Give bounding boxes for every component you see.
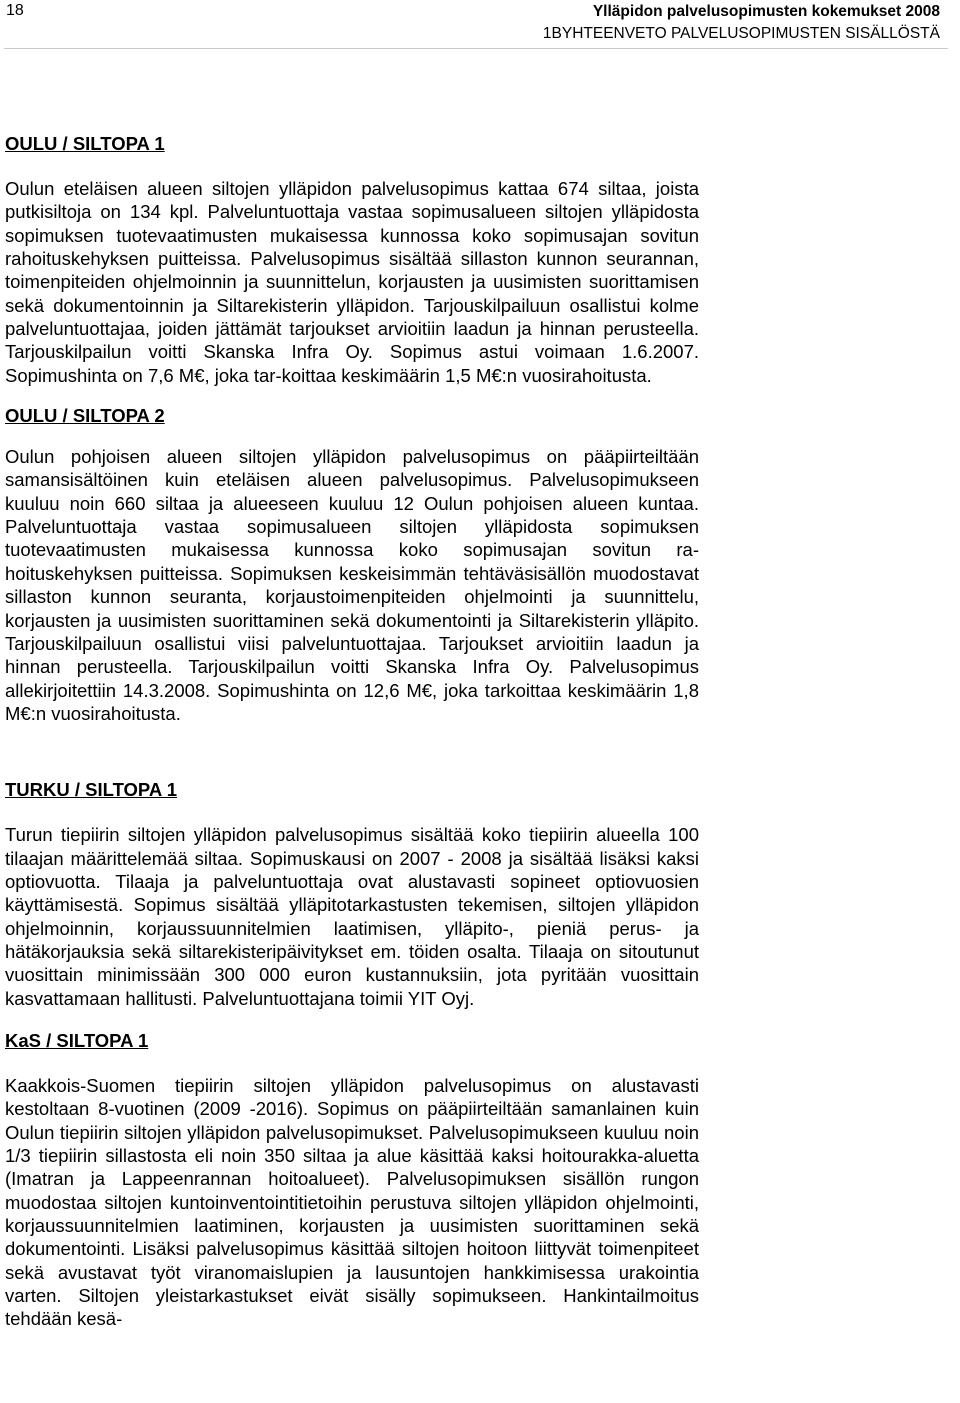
running-header	[543, 1, 940, 45]
section-heading: OULU / SILTOPA 2	[5, 405, 165, 427]
section-paragraph: Turun tiepiirin siltojen ylläpidon palvelusopimus sisältää koko tiepiirin alueella 100 tilaajan määrittelemää siltaa. Sopimuskausi on 2007 - 2008 ja sisältää lisäksi kaksi optiovuotta. Tilaaja ja palveluntuottaja ovat alustavasti sopineet optiovuosien käyttämisestä. Sopimus sisältää ylläpitotarkastusten tekemisen, siltojen ylläpidon ohjelmoinnin, korjaussuunnitelmien laatimisen, ylläpito-, pieniä perus- ja hätäkorjauksia sekä siltarekisteripäivitykset em. töiden osalta. Tilaaja on sitoutunut vuosittain minimissään 300 000 euron kustannuksiin, jota pyritään vuosittain kasvattamaan hallitusti. Palveluntuottajana toimii YIT Oyj.	[5, 824, 699, 1009]
section-oulu-siltopa-1	[5, 131, 699, 387]
section-heading: OULU / SILTOPA 1	[5, 133, 165, 154]
section-paragraph: Oulun eteläisen alueen siltojen ylläpidon palvelusopimus kattaa 674 siltaa, joista putkisiltoja on 134 kpl. Palveluntuottaja vastaa sopimusalueen siltojen ylläpidosta sopimuksen tuotevaatimusten mukaisessa kunnossa koko sopimusajan sovitun rahoituskehyksen puitteissa. Palvelusopimus sisältää sillaston kunnon seurannan, toimenpiteiden ohjelmoinnin ja suunnittelun, korjausten ja uusimisten suorittamisen sekä dokumentoinnin ja Siltarekisterin ylläpidon. Tarjouskilpailuun osallistui kolme palveluntuottajaa, joiden jättämät tarjoukset arvioitiin laadun ja hinnan perusteella. Tarjouskilpailun voitti Skanska Infra Oy. Sopimus astui voimaan 1.6.2007. Sopimushinta on 7,6 M€, joka tar-koittaa keskimäärin 1,5 M€:n vuosirahoitusta.	[5, 178, 699, 386]
section-turku-siltopa-1	[5, 777, 699, 1010]
section-heading: TURKU / SILTOPA 1	[5, 779, 177, 801]
chapter-title: 1BYHTEENVETO PALVELUSOPIMUSTEN SISÄLLÖSTÄ	[542, 25, 940, 42]
section-heading: KaS / SILTOPA 1	[5, 1029, 149, 1051]
page-number: 18	[6, 2, 24, 19]
page-header	[4, 0, 948, 49]
section-paragraph: Oulun pohjoisen alueen siltojen ylläpidon palvelusopimus on pääpiirteiltään samansisältöinen kuin eteläisen alueen palvelusopimus. Palvelusopimukseen kuuluu noin 660 siltaa ja alueeseen kuuluu 12 Oulun pohjoisen alueen kuntaa. Palveluntuottaja vastaa sopimusalueen siltojen ylläpidosta sopimuksen tuotevaatimusten mukaisessa kunnossa koko sopimusajan sovitun rahoituskehyksen puitteissa. Sopimuksen keskeisimmän tehtäväsisällön muodostavat sillaston kunnon seuranta, korjaustoimenpiteiden ohjelmointi ja suunnittelu, korjausten ja uusimisten suorittaminen sekä dokumentointi ja Siltarekisterin ylläpito. Tarjouskilpailuun osallistui viisi palveluntuottajaa. Tarjoukset arvioitiin laadun ja hinnan perusteella. Tarjouskilpailun voitti Skanska Infra Oy. Palvelusopimus allekirjoitettiin 14.3.2008. Sopimushinta on 12,6 M€, joka tarkoittaa keskimäärin 1,8 M€:n vuosirahoitusta.	[5, 446, 699, 724]
document-title: Ylläpidon palvelusopimusten kokemukset 2008	[592, 3, 940, 20]
section-paragraph: Kaakkois-Suomen tiepiirin siltojen ylläpidon palvelusopimus on alustavasti kestoltaan 8-vuotinen (2009 -2016). Sopimus on pääpiirteiltään samanlainen kuin Oulun tiepiirin siltojen ylläpidon palvelusopimukset. Palvelusopimukseen kuuluu noin 1/3 tiepiirin sillastosta eli noin 350 siltaa ja alue käsittää kaksi hoitourakka-aluetta (Imatran ja Lappeenrannan hoitoalueet). Palvelusopimuksen sisällön rungon muodostaa siltojen kuntoinventointitietoihin perustuva siltojen ylläpidon ohjelmointi, korjaussuunnitelmien laatiminen, korjausten ja uusimisten suorittaminen sekä dokumentointi. Lisäksi palvelusopimus käsittää siltojen hoitoon liittyvät toimenpiteet sekä avustavat työt viranomaislupien ja lausuntojen hankkimisessa urakointia varten. Siltojen yleistarkastukset eivät sisälly sopimukseen. Hankintailmoitus tehdään kesä-	[5, 1074, 699, 1330]
section-oulu-siltopa-2	[5, 403, 699, 725]
section-kas-siltopa-1	[5, 1028, 699, 1331]
document-body	[5, 131, 699, 1331]
